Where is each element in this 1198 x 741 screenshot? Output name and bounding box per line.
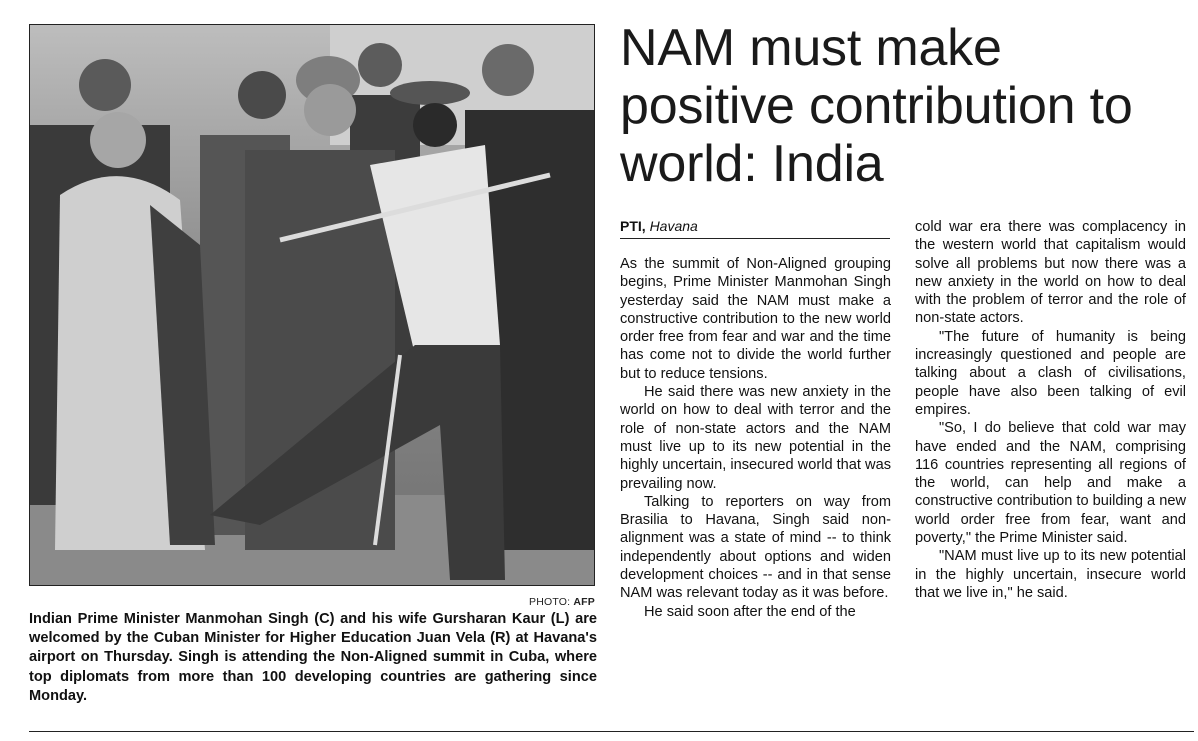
article-column-1 bbox=[620, 255, 891, 621]
article-paragraph: cold war era there was complacency in the western world that capitalism would solve all problems but now there was a new anxiety in the world on how to deal with the problem of terror and the role of non-state actors. bbox=[915, 219, 1186, 327]
article-paragraph: He said soon after the end of the bbox=[644, 603, 856, 620]
article-column-2 bbox=[915, 218, 1186, 602]
photo-caption: Indian Prime Minister Manmohan Singh (C) and his wife Gursharan Kaur (L) are welcomed by the Cuban Minister for Higher Education Juan Vela (R) at Havana's airport on Thursday. Singh is attending the Non-Aligned summit in Cuba, where top diplomats from more than 100 developing countries are gathering since Monday. bbox=[29, 611, 597, 704]
photo-credit-agency: AFP bbox=[573, 596, 595, 608]
bottom-rule bbox=[29, 731, 1194, 732]
byline-agency: PTI, bbox=[620, 218, 646, 234]
headline: NAM must make positive contribution to world: India bbox=[620, 19, 1133, 193]
photo-credit-prefix: PHOTO: bbox=[529, 596, 571, 608]
article-paragraph: He said there was new anxiety in the world on how to deal with terror and the role of non-state actors and the NAM must live up to its new potential in the highly uncertain, insecured world that was prevailing now. bbox=[620, 384, 891, 492]
article-paragraph: Talking to reporters on way from Brasilia to Havana, Singh said non-alignment was a state of mind -- to think independently about options and widen development choices -- and in that sense NAM was relevant today as it was before. bbox=[620, 493, 891, 602]
byline-place: Havana bbox=[649, 218, 698, 234]
news-photo bbox=[29, 24, 595, 586]
article-paragraph: "NAM must live up to its new potential in the highly uncertain, insecure world that we live in," he said. bbox=[915, 548, 1186, 601]
byline bbox=[620, 217, 890, 239]
article-paragraph: As the summit of Non-Aligned grouping begins, Prime Minister Manmohan Singh yesterday said the NAM must make a constructive contribution to the new world order free from fear and war and the time has come not to divide the world further but to reduce tensions. bbox=[620, 256, 891, 382]
photo-credit bbox=[29, 596, 595, 608]
photo-illustration bbox=[30, 25, 594, 585]
article-paragraph: "So, I do believe that cold war may have ended and the NAM, comprising 116 countries representing all regions of the world, can help and make a constructive contribution to building a new world order free from fear, want and poverty," the Prime Minister said. bbox=[915, 420, 1186, 547]
article-paragraph: "The future of humanity is being increasingly questioned and people are talking about a clash of civilisations, people have also been talking of evil empires. bbox=[915, 328, 1186, 418]
